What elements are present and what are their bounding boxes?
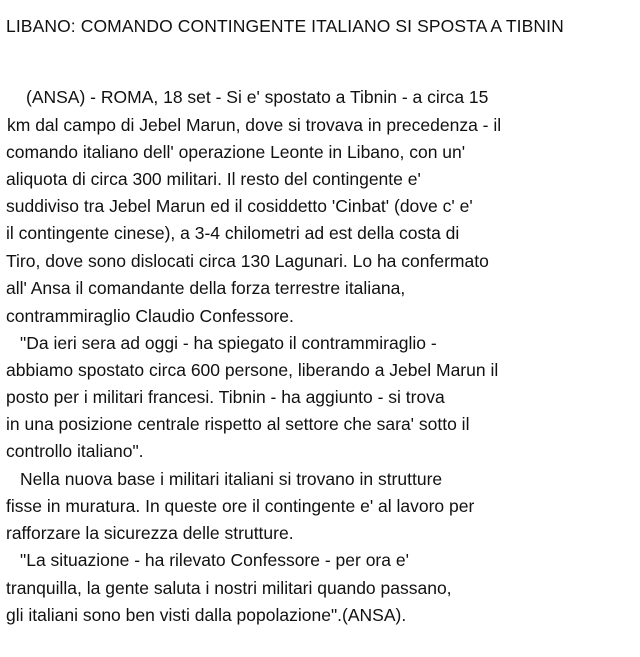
body-line: posto per i militari francesi. Tibnin - ha aggiunto - si trova <box>6 387 445 407</box>
body-line: controllo italiano". <box>6 441 144 461</box>
body-line: suddiviso tra Jebel Marun ed il cosiddetto 'Cinbat' (dove c' e' <box>6 196 473 216</box>
body-line: aliquota di circa 300 militari. Il resto del contingente e' <box>6 169 421 189</box>
body-line: abbiamo spostato circa 600 persone, liberando a Jebel Marun il <box>6 360 499 380</box>
body-line: (ANSA) - ROMA, 18 set - Si e' spostato a Tibnin - a circa 15 <box>26 87 489 107</box>
body-line: "Da ieri sera ad oggi - ha spiegato il contrammiraglio - <box>20 333 437 353</box>
body-line: il contingente cinese), a 3-4 chilometri ad est della costa di <box>6 223 460 243</box>
headline: LIBANO: COMANDO CONTINGENTE ITALIANO SI SPOSTA A TIBNIN <box>6 16 564 36</box>
body-line: tranquilla, la gente saluta i nostri militari quando passano, <box>6 578 452 598</box>
body-line: gli italiani sono ben visti dalla popolazione".(ANSA). <box>6 605 407 625</box>
body-line: Nella nuova base i militari italiani si trovano in strutture <box>20 469 443 489</box>
body-line: "La situazione - ha rilevato Confessore - per ora e' <box>20 550 409 570</box>
body-line: Tiro, dove sono dislocati circa 130 Lagunari. Lo ha confermato <box>6 251 489 271</box>
body-line: fisse in muratura. In queste ore il contingente e' al lavoro per <box>6 496 475 516</box>
body-line: comando italiano dell' operazione Leonte in Libano, con un' <box>6 142 466 162</box>
body-line: in una posizione centrale rispetto al settore che sara' sotto il <box>6 414 470 434</box>
body-line: all' Ansa il comandante della forza terrestre italiana, <box>6 278 406 298</box>
body-line: contrammiraglio Claudio Confessore. <box>6 306 294 326</box>
body-line: rafforzare la sicurezza delle strutture. <box>6 523 294 543</box>
body-line: km dal campo di Jebel Marun, dove si trovava in precedenza - il <box>7 115 502 135</box>
